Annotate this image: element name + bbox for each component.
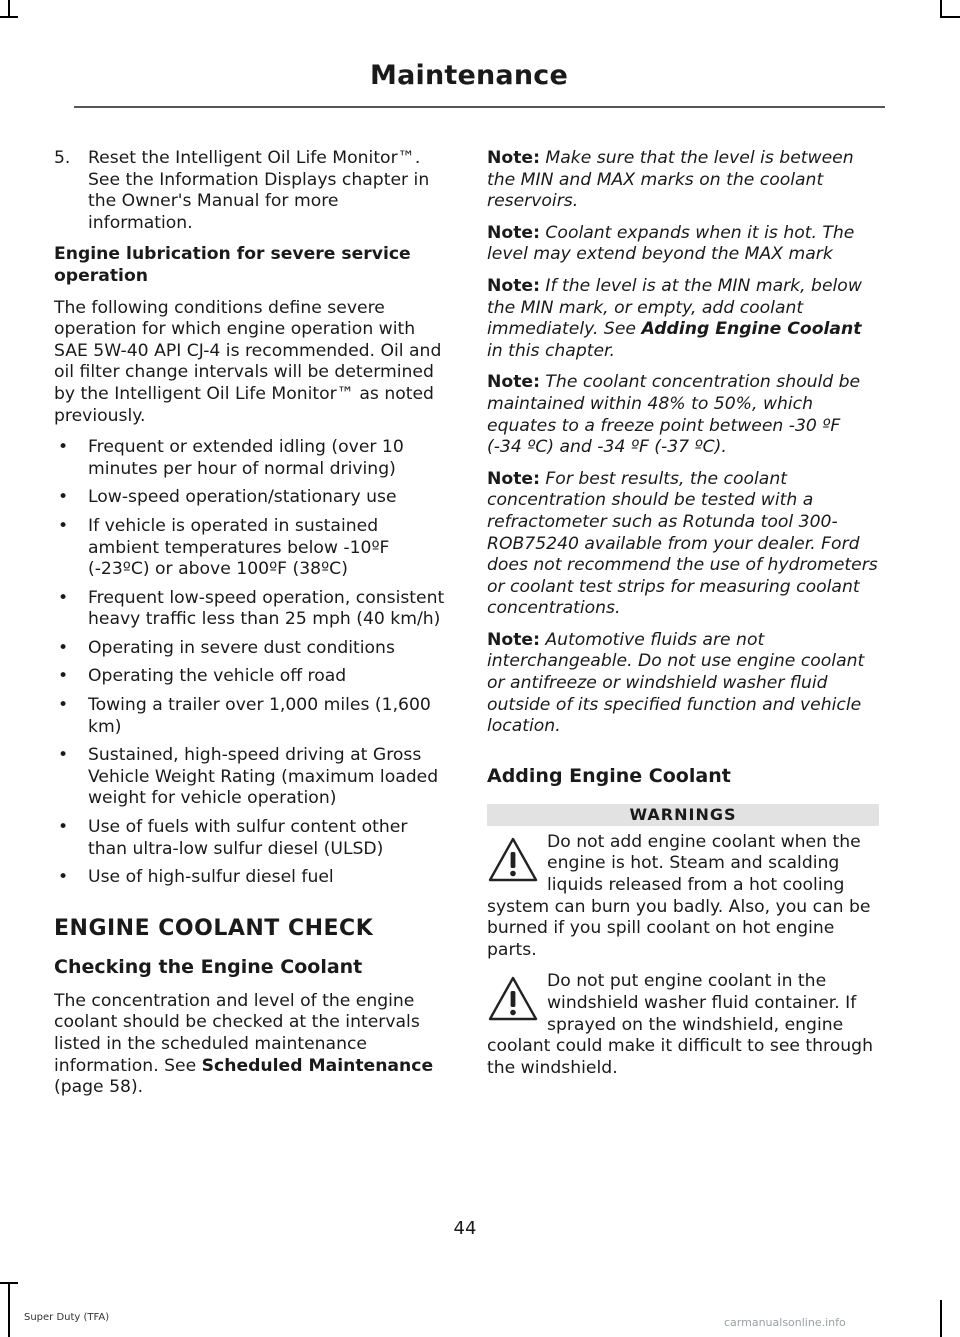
bullet-icon: • [58, 695, 69, 716]
step-number: 5. [54, 148, 71, 168]
coolant-check-paragraph: The concentration and level of the engine coolant should be checked at the intervals listed in the scheduled maintenance information. See Scheduled Maintenance (page 58). [54, 990, 434, 1098]
watermark: carmanualsonline.info [724, 1316, 846, 1329]
warning-triangle-icon [487, 836, 539, 884]
step-item [54, 148, 448, 234]
bullet-icon: • [58, 515, 69, 536]
page-title: Maintenance [370, 60, 568, 91]
warning-text: Do not add engine coolant when the engine is hot. Steam and scalding liquids released from a hot cooling system can burn you badly. Also, you can be burned if you spill coolant on hot engine parts. [487, 831, 871, 960]
list-item-text: Use of fuels with sulfur content other than ultra-low sulfur diesel (ULSD) [88, 817, 408, 859]
footer-label: Super Duty (TFA) [24, 1312, 110, 1323]
list-item [54, 666, 448, 688]
list-item-text: Operating in severe dust conditions [88, 637, 395, 658]
note: Note: The coolant concentration should be maintained within 48% to 50%, which equates to a freeze point between -30 ºF (-34 ºC) and -34 ºF (-37 ºC). [487, 372, 861, 458]
bullet-icon: • [58, 487, 69, 508]
list-item-text: If vehicle is operated in sustained ambient temperatures below -10ºF (-23ºC) or above 100ºF (38ºC) [88, 515, 390, 580]
adding-coolant-heading: Adding Engine Coolant [487, 764, 731, 787]
page-number: 44 [453, 1218, 477, 1239]
warning-block [487, 832, 879, 962]
bullet-icon: • [58, 867, 69, 888]
list-item-text: Frequent low-speed operation, consistent heavy traffic less than 25 mph (40 km/h) [88, 587, 445, 630]
severe-conditions-list [54, 437, 448, 889]
bullet-icon: • [58, 637, 69, 658]
note: Note: If the level is at the MIN mark, below the MIN mark, or empty, add coolant immediately. See Adding Engine Coolant in this chapter. [487, 275, 862, 361]
list-item [54, 487, 448, 509]
right-column [487, 148, 879, 1089]
list-item [54, 867, 448, 889]
list-item [54, 745, 448, 810]
list-item-text: Sustained, high-speed driving at Gross Vehicle Weight Rating (maximum loaded weight for vehicle operation) [88, 745, 439, 809]
bullet-icon: • [58, 666, 69, 687]
note: Note: Automotive fluids are not interchangeable. Do not use engine coolant or antifreeze or windshield washer fluid outside of its specified function and vehicle location. [487, 629, 865, 737]
warning-block [487, 971, 879, 1079]
bullet-icon: • [58, 587, 69, 608]
crop-mark [940, 1300, 942, 1337]
bullet-icon: • [58, 437, 69, 458]
note: Note: For best results, the coolant concentration should be tested with a refractometer such as Rotunda tool 300-ROB75240 available from your dealer. Ford does not recommend the use of hydrometers or coolant test strips for measuring coolant concentrations. [487, 468, 878, 619]
bullet-icon: • [58, 745, 69, 766]
crop-mark [8, 1282, 10, 1337]
header-divider [74, 106, 885, 108]
warnings-banner: WARNINGS [487, 804, 879, 826]
list-item [54, 588, 448, 631]
list-item-text: Frequent or extended idling (over 10 minutes per hour of normal driving) [88, 437, 404, 479]
bullet-icon: • [58, 817, 69, 838]
list-item-text: Operating the vehicle off road [88, 666, 347, 687]
note: Note: Coolant expands when it is hot. The level may extend beyond the MAX mark [487, 222, 855, 265]
subsection-heading: Checking the Engine Coolant [54, 955, 363, 978]
crop-mark [0, 16, 18, 18]
list-item-text: Low-speed operation/stationary use [88, 487, 397, 508]
warning-text: Do not put engine coolant in the windshield washer fluid container. If sprayed on the windshield, engine coolant could make it difficult to see through the windshield. [487, 971, 873, 1078]
scheduled-maintenance-link[interactable]: Scheduled Maintenance [201, 1055, 434, 1076]
warning-triangle-icon [487, 975, 539, 1023]
list-item [54, 516, 448, 581]
severe-service-heading: Engine lubrication for severe service operation [54, 244, 411, 286]
list-item-text: Use of high-sulfur diesel fuel [88, 867, 334, 888]
crop-mark [0, 1282, 18, 1284]
severe-service-intro: The following conditions define severe operation for which engine operation with SAE 5W-40 API CJ-4 is recommended. Oil and oil filter change intervals will be determined by the Intelligent Oil Life Monitor™ as noted previously. [54, 297, 442, 426]
list-item [54, 817, 448, 860]
step-text: Reset the Intelligent Oil Life Monitor™. See the Information Displays chapter in the Owner's Manual for more information. [88, 148, 430, 233]
list-item [54, 638, 448, 660]
list-item-text: Towing a trailer over 1,000 miles (1,600 km) [88, 695, 431, 737]
left-column [54, 148, 448, 1109]
list-item [54, 437, 448, 480]
note: Note: Make sure that the level is between the MIN and MAX marks on the coolant reservoirs. [487, 148, 854, 212]
crop-mark [940, 16, 960, 18]
list-item [54, 695, 448, 738]
section-heading: ENGINE COOLANT CHECK [54, 915, 374, 941]
adding-engine-coolant-link[interactable]: Adding Engine Coolant [641, 319, 862, 340]
